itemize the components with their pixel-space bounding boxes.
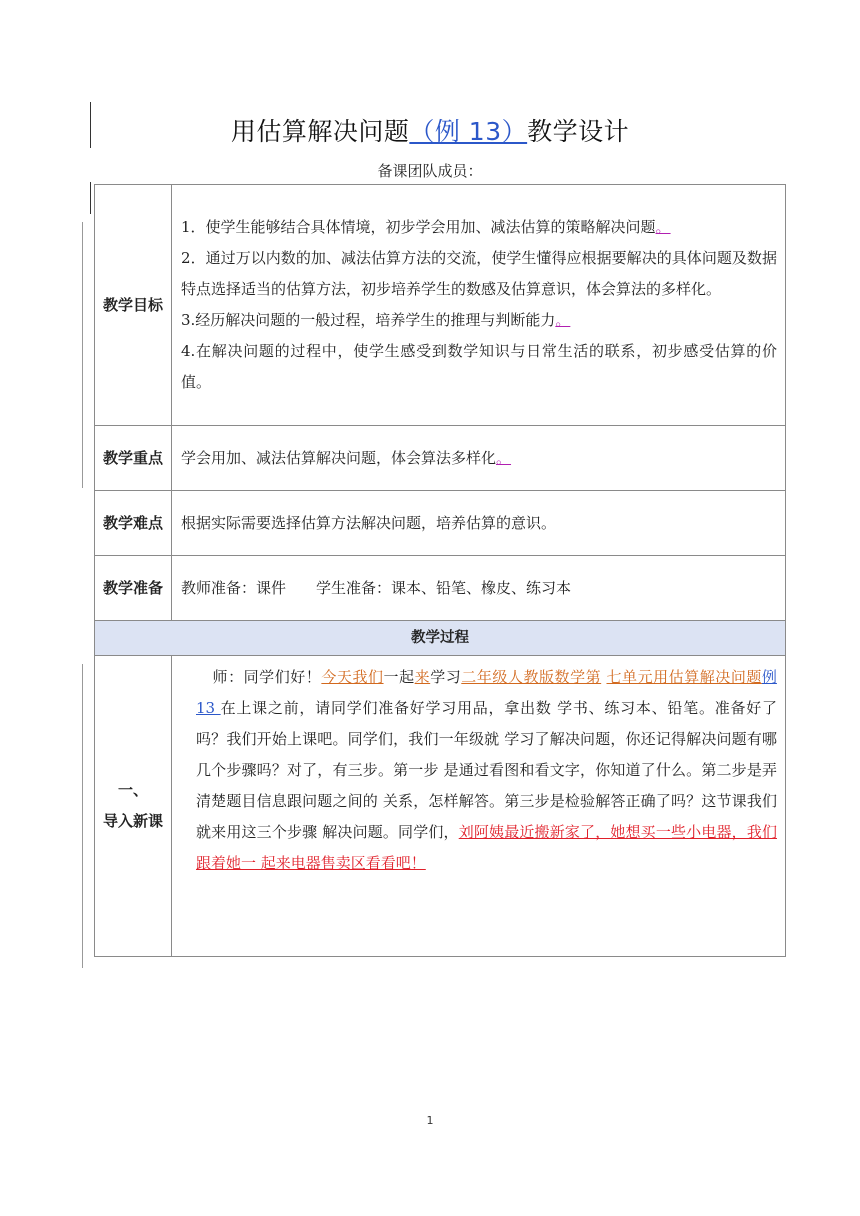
title-example: （例 13） [409, 117, 528, 146]
title-main: 用估算解决问题 [230, 117, 410, 146]
objectives-label: 教学目标 [95, 185, 172, 426]
key-points-label: 教学重点 [95, 426, 172, 491]
objective-item: 1．使学生能够结合具体情境，初步学会用加、减法估算的策略解决问题。 [181, 218, 671, 236]
difficulties-content: 根据实际需要选择估算方法解决问题，培养估算的意识。 [172, 491, 786, 556]
table-row [95, 491, 786, 556]
intro-label [95, 656, 172, 957]
process-header: 教学过程 [95, 621, 786, 656]
table-row [95, 556, 786, 621]
margin-mark [82, 222, 83, 488]
intro-label-text: 导入新课 [102, 812, 163, 830]
margin-mark [90, 182, 91, 214]
preparation-content: 教师准备：课件 学生准备：课本、铅笔、橡皮、练习本 [172, 556, 786, 621]
table-row [95, 426, 786, 491]
objective-item: 3.经历解决问题的一般过程，培养学生的推理与判断能力。 [181, 311, 571, 329]
team-members-line: 备课团队成员： [377, 162, 483, 180]
preparation-label: 教学准备 [95, 556, 172, 621]
table-row [95, 621, 786, 656]
intro-content: 师：同学们好！今天我们一起来学习二年级人教版数学第 七单元用估算解决问题例 13 在上课之前，请同学们准备好学习用品，拿出数 学书、练习本、铅笔。准备好了吗？我们开始上课吧。同学们，我们一年级就 学习了解决问题，你还记得解决问题有哪几个步骤吗？对了，有三步。第一步 是通过看图和看文字，你知道了什么。第二步是弄清楚题目信息跟问题之间的 关系，怎样解答。第三步是检验解答正确了吗？这节课我们就来用这三个步骤 解决问题。同学们，刘阿姨最近搬新家了，她想买一些小电器，我们跟着她一 起来电器售卖区看看吧！ [172, 656, 786, 957]
objective-item: 2．通过万以内数的加、减法估算方法的交流，使学生懂得应根据要解决的具体问题及数据特点选择适当的估算方法，初步培养学生的数感及估算意识，体会算法的多样化。 [181, 249, 777, 298]
page-number: 1 [426, 1114, 434, 1127]
lesson-plan-table [94, 184, 786, 957]
margin-mark [82, 664, 83, 968]
intro-label-num: 一、 [117, 781, 148, 799]
objectives-content [172, 185, 786, 426]
title-suffix: 教学设计 [527, 117, 630, 146]
document-title [0, 112, 860, 148]
table-row [95, 656, 786, 957]
key-points-content: 学会用加、减法估算解决问题，体会算法多样化。 [172, 426, 786, 491]
objective-item: 4.在解决问题的过程中，使学生感受到数学知识与日常生活的联系，初步感受估算的价值。 [181, 342, 777, 391]
table-row [95, 185, 786, 426]
difficulties-label: 教学难点 [95, 491, 172, 556]
